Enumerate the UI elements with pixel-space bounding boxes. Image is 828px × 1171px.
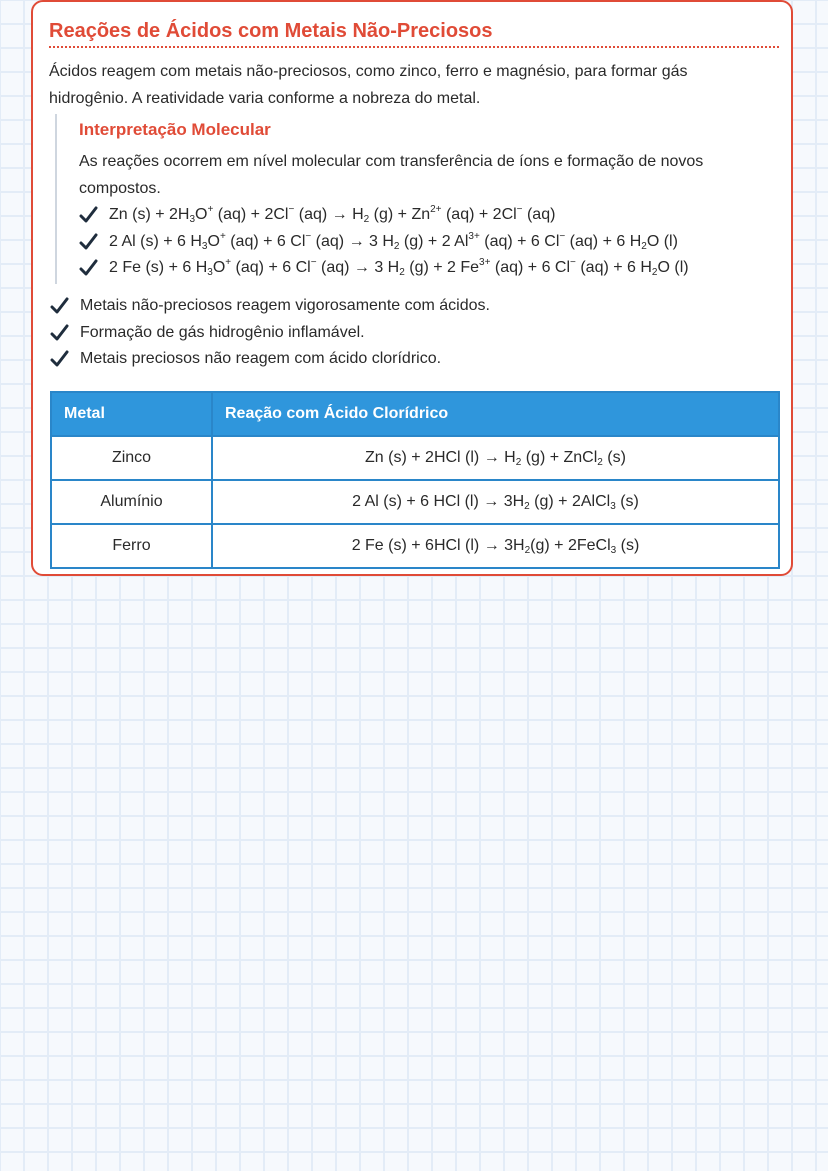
fact-text: Metais não-preciosos reagem vigorosamente com ácidos. — [80, 297, 490, 314]
equation-text: 2 Al (s) + 6 $H_3O^+$ (aq) + 6 Cl− (aq) → 3 $H_2$ (g) + 2 $Al^{3+}$ (aq) + 6 Cl− (aq) + 6 $H_2O$ (l) — [109, 230, 678, 252]
cell-reaction: Zn (s) + 2HCl $(l) \to H_2$ (g) + ZnCl$_2$ (s) — [212, 436, 779, 480]
molecular-text: As reações ocorrem em nível molecular com transferência de íons e formação de novos compostos. — [79, 153, 704, 197]
molecular-title: Interpretação Molecular — [79, 120, 271, 139]
card-title: Reações de Ácidos com Metais Não-Preciosos — [49, 20, 493, 42]
equation-text: 2 Fe (s) + 6 $H_3O^+$ (aq) + 6 Cl− (aq) → 3 $H_2$ (g) + 2 $Fe^{3+}$ (aq) + 6 Cl− (aq) + 6 $H_2O$ (l) — [109, 257, 689, 278]
fact-text: Metais preciosos não reagem com ácido clorídrico. — [80, 350, 442, 367]
table-row — [51, 480, 779, 524]
check-icon — [50, 320, 70, 346]
check-icon — [50, 346, 70, 372]
cell-metal: Zinco — [51, 436, 212, 480]
reaction-card — [31, 0, 793, 576]
check-icon — [50, 293, 70, 319]
header-reaction: Reação com Ácido Clorídrico — [212, 392, 779, 436]
fact-text: Formação de gás hidrogênio inflamável. — [80, 323, 365, 341]
cell-reaction: 2 Al (s) + 6 HCl $(l) \to 3H_2$ (g) + 2AlCl$_3$ (s) — [212, 480, 779, 524]
equation-text: Zn $(s) + 2H_3O^+$ (aq) + 2Cl− $(aq) \to H_2$ $(g) + Zn^{2+}$ (aq) + 2Cl− (aq) — [109, 204, 556, 225]
check-icon — [79, 202, 99, 228]
table-row — [51, 436, 779, 480]
header-metal: Metal — [51, 392, 212, 436]
table-header-row — [51, 392, 779, 436]
cell-reaction: 2 Fe (s) + 6HCl $(l) \to 3H_2(g)$ + 2FeCl$_3$ (s) — [212, 524, 779, 568]
table-row — [51, 524, 779, 568]
check-icon — [79, 229, 99, 255]
cell-metal: Ferro — [51, 524, 212, 568]
title-divider — [49, 46, 779, 48]
molecular-section — [55, 114, 777, 284]
check-icon — [79, 255, 99, 281]
reaction-table — [50, 391, 780, 569]
cell-metal: Alumínio — [51, 480, 212, 524]
intro-paragraph: Ácidos reagem com metais não-preciosos, como zinco, ferro e magnésio, para formar gás hidrogênio. A reatividade varia conforme a nobreza do metal. — [49, 63, 688, 107]
